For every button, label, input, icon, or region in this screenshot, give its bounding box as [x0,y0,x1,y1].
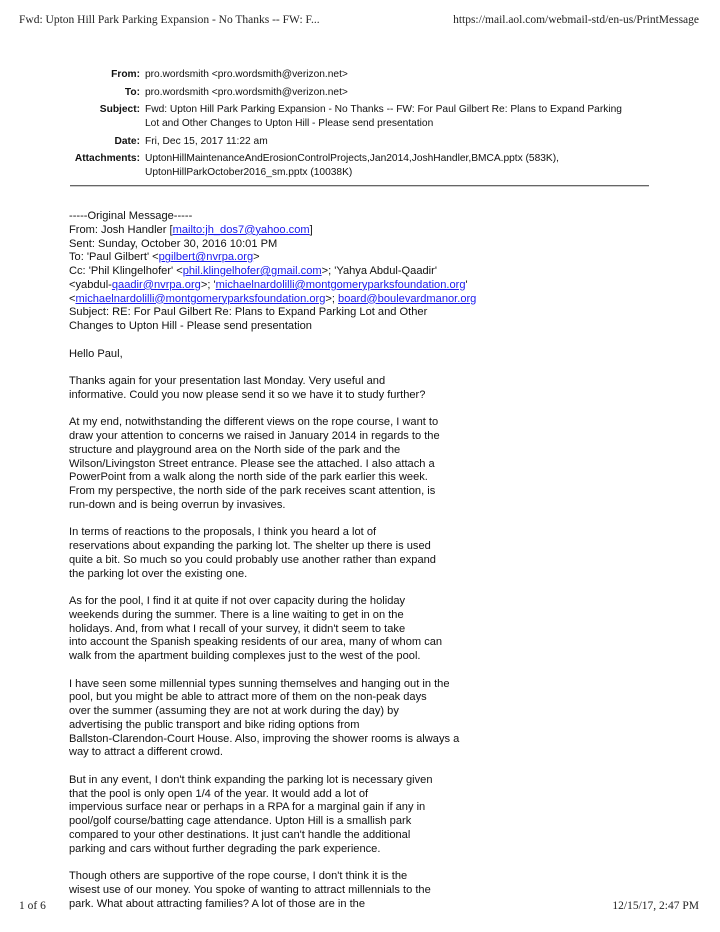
paragraph-line: way to attract a different crowd. [69,746,223,759]
subject-line-2: Lot and Other Changes to Upton Hill - Please send presentation [145,118,434,129]
from-value: pro.wordsmith <pro.wordsmith@verizon.net> [145,69,348,80]
page-number: 1 of 6 [19,900,46,912]
paragraph-line: Wilson/Livingston Street entrance. Please see the attached. I also attach a [69,457,435,470]
subject-value [145,103,665,131]
attachment-1[interactable]: UptonHillMaintenanceAndErosionControlProjects,Jan2014,JoshHandler,BMCA.pptx (583K), [145,153,559,164]
cc2-mid: >; ' [200,278,216,291]
paragraph-line: informative. Could you now please send it so we have it to study further? [69,388,426,401]
cc-link-2[interactable]: qaadir@nvrpa.org [111,278,201,291]
cc-link-5[interactable]: board@boulevardmanor.org [338,292,477,305]
paragraph-line: impervious surface near or perhaps in a RPA for a marginal gain if any in [69,801,426,814]
print-url: https://mail.aol.com/webmail-std/en-us/PrintMessage [453,14,699,26]
date-label: Date: [114,135,140,147]
cc3-mid: >; [325,292,339,305]
original-message-marker: -----Original Message----- [69,210,193,222]
paragraph-line: into account the Spanish speaking residents of our area, many of whom can [69,636,443,649]
orig-cc-line-3 [69,293,499,307]
to-value: pro.wordsmith <pro.wordsmith@verizon.net> [145,86,348,98]
date-row [0,135,720,149]
orig-to-prefix: To: 'Paul Gilbert' < [69,251,159,264]
paragraph-line: Ballston-Clarendon-Court House. Also, improving the shower rooms is always a [69,732,460,745]
paragraph-line: wisest use of our money. You spoke of wanting to attract millennials to the [69,883,431,896]
orig-to-line [69,251,499,265]
message-paragraphs [69,375,499,911]
orig-to-link[interactable]: pgilbert@nvrpa.org [158,251,254,264]
attachments-value [145,152,665,180]
message-paragraph [69,595,499,664]
paragraph-line: park. What about attracting families? A lot of those are in the [69,897,365,910]
subject-line-1: Fwd: Upton Hill Park Parking Expansion - No Thanks -- FW: For Paul Gilbert Re: Plans to Expand Parking [145,104,622,115]
cc-mid-1: >; 'Yahya Abdul-Qaadir' [321,265,437,277]
orig-sent-line: Sent: Sunday, October 30, 2016 10:01 PM [69,237,278,250]
cc3-prefix: < [69,292,76,305]
paragraph-line: PowerPoint from a walk along the north side of the park earlier this week. [69,471,428,484]
from-row [0,68,720,82]
to-label: To: [124,86,140,98]
attachment-2[interactable]: UptonHillParkOctober2016_sm.pptx (10038K) [145,167,353,178]
attachments-row [0,152,720,180]
orig-to-suffix: > [253,251,260,264]
orig-subject-line-1: Subject: RE: For Paul Gilbert Re: Plans to Expand Parking Lot and Other [69,306,428,319]
greeting: Hello Paul, [69,347,123,360]
paragraph-line: reservations about expanding the parking lot. The shelter up there is used [69,540,431,552]
orig-from-prefix: From: Josh Handler [ [69,223,173,236]
from-label: From: [111,69,140,80]
paragraph-line: From my perspective, the north side of the park receives scant attention, is [69,485,436,497]
print-datetime: 12/15/17, 2:47 PM [612,900,699,912]
paragraph-line: I have seen some millennial types sunning themselves and hanging out in the [69,677,450,690]
orig-subject-line-2: Changes to Upton Hill - Please send presentation [69,320,312,332]
subject-label: Subject: [99,104,140,115]
paragraph-line: walk from the apartment building complexes just to the west of the pool. [69,650,421,662]
paragraph-line: quite a bit. So much so you could probably use another rather than expand [69,553,436,566]
paragraph-line: holidays. And, from what I recall of your survey, it didn't seem to take [69,622,406,635]
header-divider [70,185,649,187]
paragraph-line: that the pool is only open 1/4 of the year. It would add a lot of [69,787,369,800]
paragraph-line: parking and cars without further degrading the park experience. [69,842,381,855]
paragraph-line: But in any event, I don't think expanding the parking lot is necessary given [69,773,433,786]
message-paragraph [69,416,499,512]
paragraph-line: structure and playground area on the North side of the park and the [69,443,401,456]
email-headers [0,68,720,184]
message-paragraph [69,774,499,857]
paragraph-line: pool/golf course/batting cage attendance. Upton Hill is a smallish park [69,815,412,827]
paragraph-line: Thanks again for your presentation last Monday. Very useful and [69,375,386,387]
message-body [69,210,499,911]
print-title: Fwd: Upton Hill Park Parking Expansion - No Thanks -- FW: F... [19,14,320,26]
cc-link-4[interactable]: michaelnardolilli@montgomeryparksfoundation.org [75,292,326,305]
paragraph-line: run-down and is being overrun by invasives. [69,498,286,511]
message-paragraph [69,678,499,761]
paragraph-line: As for the pool, I find it at quite if not over capacity during the holiday [69,595,406,607]
subject-row [0,103,720,131]
cc-link-1[interactable]: phil.klingelhofer@gmail.com [182,265,322,277]
paragraph-line: In terms of reactions to the proposals, I think you heard a lot of [69,526,377,539]
paragraph-line: over the summer (assuming they are not at work during the day) by [69,705,399,717]
cc-link-3[interactable]: michaelnardolilli@montgomeryparksfoundation.org [215,278,466,291]
paragraph-line: compared to your other destinations. It just can't handle the additional [69,828,411,841]
paragraph-line: draw your attention to concerns we raised in January 2014 in regards to the [69,430,440,442]
cc-prefix: Cc: 'Phil Klingelhofer' < [69,265,183,277]
orig-cc-line-2 [69,279,499,293]
orig-cc-line-1 [69,265,499,279]
cc2-suffix: ' [465,278,468,291]
paragraph-line: pool, but you might be able to attract more of them on the non-peak days [69,691,427,704]
orig-from-link[interactable]: mailto:jh_dos7@yahoo.com [172,223,310,236]
message-paragraph [69,375,499,403]
paragraph-line: Though others are supportive of the rope course, I don't think it is the [69,870,408,882]
to-row [0,86,720,100]
paragraph-line: the parking lot over the existing one. [69,567,248,580]
attachments-label: Attachments: [74,153,140,164]
message-paragraph [69,870,499,911]
paragraph-line: advertising the public transport and bike riding options from [69,718,360,731]
paragraph-line: At my end, notwithstanding the different views on the rope course, I want to [69,416,439,429]
paragraph-line: weekends during the summer. There is a line waiting to get in on the [69,608,404,621]
message-paragraph [69,526,499,581]
orig-from-suffix: ] [309,223,313,236]
date-value: Fri, Dec 15, 2017 11:22 am [145,135,268,147]
orig-from-line [69,224,499,238]
cc2-prefix: <yabdul- [69,278,112,291]
